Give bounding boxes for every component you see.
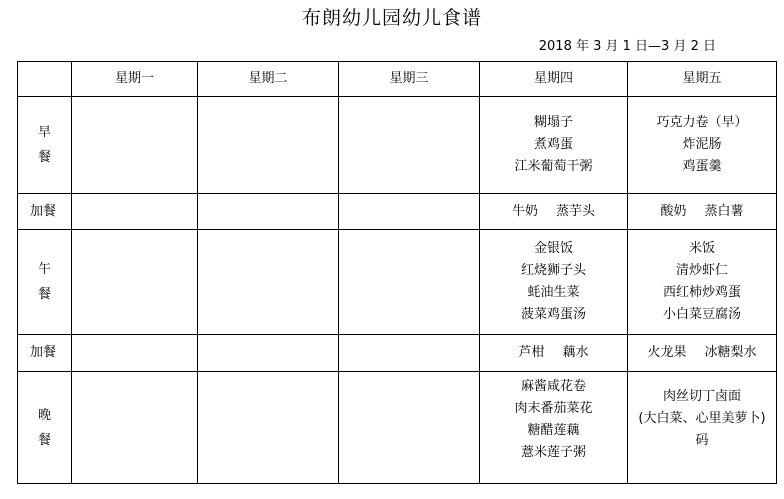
cell-tue-dinner <box>198 372 339 484</box>
cell-wed-snack-2 <box>339 335 480 372</box>
menu-item: 金银饭 <box>533 241 573 256</box>
menu-item: 冰糖梨水 <box>704 345 757 360</box>
meal-label-breakfast: 早 餐 <box>18 97 72 194</box>
menu-item: 火龙果 <box>647 345 687 360</box>
meal-row-snack-1 <box>18 194 777 230</box>
day-header-wed: 星期三 <box>339 62 480 97</box>
menu-item: 薏米莲子粥 <box>520 445 586 460</box>
menu-item: 蒸芋头 <box>556 203 596 219</box>
cell-mon-breakfast <box>72 97 198 194</box>
day-header-fri: 星期五 <box>628 62 777 97</box>
menu-item: 藕水 <box>562 345 589 360</box>
menu-item: 芦柑 <box>518 345 545 360</box>
menu-item: 肉丝切丁卤面 <box>662 389 741 404</box>
menu-item: 糊塌子 <box>533 115 573 130</box>
menu-item: 米饭 <box>688 241 715 256</box>
meal-row-snack-2 <box>18 335 777 372</box>
cell-mon-snack-1 <box>72 194 198 230</box>
menu-item: 酸奶 <box>660 203 687 219</box>
menu-item: 麻酱咸花卷 <box>520 379 586 394</box>
cell-mon-lunch <box>72 230 198 335</box>
menu-item: 炸泥肠 <box>682 137 722 152</box>
date-range: 2018 年 3 月 1 日—3 月 2 日 <box>538 39 716 54</box>
menu-item: 肉末番茄菜花 <box>514 401 593 416</box>
menu-item: 菠菜鸡蛋汤 <box>520 307 586 322</box>
cell-wed-lunch <box>339 230 480 335</box>
menu-item: 红烧狮子头 <box>520 263 586 278</box>
cell-thu-snack-1 <box>480 194 628 230</box>
cell-fri-snack-1 <box>628 194 777 230</box>
header-row <box>18 62 777 97</box>
cell-fri-dinner <box>628 372 777 484</box>
day-header-thu: 星期四 <box>480 62 628 97</box>
menu-item: 西红柿炒鸡蛋 <box>662 285 741 300</box>
cell-tue-breakfast <box>198 97 339 194</box>
cell-tue-snack-1 <box>198 194 339 230</box>
cell-thu-breakfast <box>480 97 628 194</box>
menu-item: 清炒虾仁 <box>675 263 728 278</box>
meal-label-lunch: 午 餐 <box>18 230 72 335</box>
menu-item: 小白菜豆腐汤 <box>662 307 741 322</box>
day-header-tue: 星期二 <box>198 62 339 97</box>
menu-item: 糖醋莲藕 <box>527 423 580 438</box>
meal-row-lunch <box>18 230 777 335</box>
cell-wed-snack-1 <box>339 194 480 230</box>
menu-item: 蒸白薯 <box>704 203 744 219</box>
cell-fri-breakfast <box>628 97 777 194</box>
meal-label-snack-1: 加餐 <box>18 194 72 230</box>
menu-item: 煮鸡蛋 <box>533 137 573 152</box>
cell-fri-lunch <box>628 230 777 335</box>
page-title: 布朗幼儿园幼儿食谱 <box>301 7 482 29</box>
meal-label-dinner: 晚 餐 <box>18 372 72 484</box>
menu-item: 牛奶 <box>511 203 538 219</box>
cell-fri-snack-2 <box>628 335 777 372</box>
menu-item: 蚝油生菜 <box>527 285 580 300</box>
cell-thu-snack-2 <box>480 335 628 372</box>
cell-mon-dinner <box>72 372 198 484</box>
cell-wed-breakfast <box>339 97 480 194</box>
meal-row-dinner <box>18 372 777 484</box>
cell-wed-dinner <box>339 372 480 484</box>
menu-item: (大白菜、心里美萝卜)码 <box>638 411 766 448</box>
menu-item: 江米葡萄干粥 <box>514 159 593 174</box>
menu-table <box>17 61 777 484</box>
cell-tue-lunch <box>198 230 339 335</box>
day-header-mon: 星期一 <box>72 62 198 97</box>
corner-cell <box>18 62 72 97</box>
menu-item: 鸡蛋羹 <box>682 159 722 174</box>
meal-row-breakfast <box>18 97 777 194</box>
cell-tue-snack-2 <box>198 335 339 372</box>
cell-thu-lunch <box>480 230 628 335</box>
cell-mon-snack-2 <box>72 335 198 372</box>
cell-thu-dinner <box>480 372 628 484</box>
meal-label-snack-2: 加餐 <box>18 335 72 372</box>
menu-item: 巧克力卷（早） <box>656 115 748 130</box>
